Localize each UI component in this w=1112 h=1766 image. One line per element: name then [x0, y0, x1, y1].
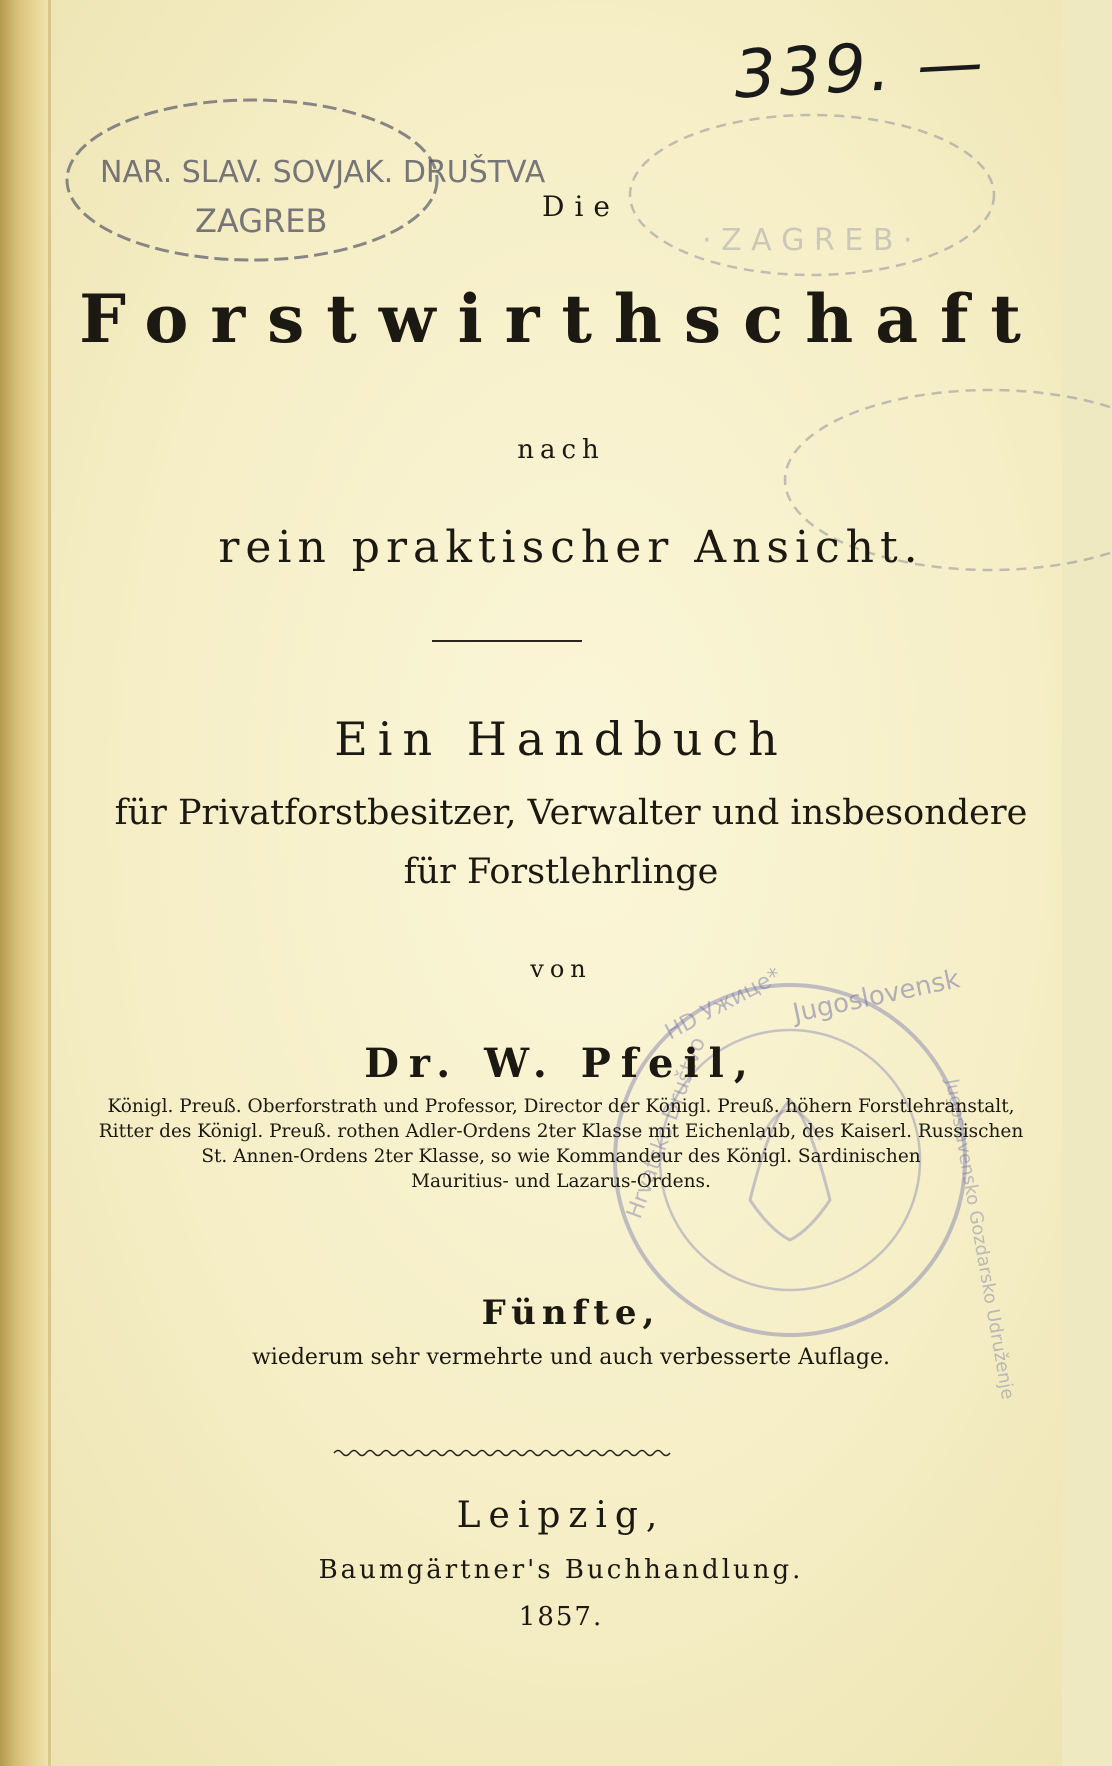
wavy-ornament-rule	[334, 1446, 674, 1460]
audience-line-1: für Privatforstbesitzer, Verwalter und insbesondere	[114, 793, 1028, 833]
round-stamp-top-text: Jugoslovensk	[790, 964, 963, 1029]
book-title: Forstwirthschaft	[79, 280, 1043, 358]
by-line: von	[530, 955, 592, 983]
author-name: Dr. W. Pfeil,	[364, 1040, 758, 1087]
imprint-place: Leipzig,	[456, 1495, 666, 1536]
title-divider-rule	[432, 640, 582, 642]
stamp-text: NAR. SLAV. SOVJAK. DRUŠTVA	[100, 155, 546, 190]
audience-line-2: für Forstlehrlinge	[403, 852, 719, 892]
author-credential-line: Ritter des Königl. Preuß. rothen Adler-Ordens 2ter Klasse mit Eichenlaub, des Kaiserl. Russischen	[98, 1121, 1024, 1142]
imprint-year: 1857.	[518, 1602, 604, 1632]
stamp-city: ZAGREB	[195, 202, 328, 240]
round-stamp-side-text-2: Jugoslavensko Gozdarsko Udruženje	[941, 1077, 1019, 1402]
book-genre: Ein Handbuch	[334, 712, 788, 766]
round-stamp-top-text-2: HD Ужице*	[661, 963, 786, 1046]
library-oval-stamp	[60, 90, 546, 270]
author-credential-line: Mauritius- und Lazarus-Ordens.	[411, 1171, 711, 1192]
title-connector: nach	[517, 435, 605, 465]
edition-note: wiederum sehr vermehrte und auch verbesserte Auflage.	[251, 1345, 891, 1370]
author-credential-line: St. Annen-Ordens 2ter Klasse, so wie Kommandeur des Königl. Sardinischen	[201, 1146, 921, 1167]
handwritten-shelf-mark: 339. —	[732, 23, 988, 114]
imprint-publisher: Baumgärtner's Buchhandlung.	[318, 1555, 804, 1585]
svg-text:· Z A G R E B ·: · Z A G R E B ·	[702, 223, 913, 258]
edition-number: Fünfte,	[481, 1293, 661, 1333]
author-credential-line: Königl. Preuß. Oberforstrath und Professor, Director der Königl. Preuß. höhern Forstlehranstalt,	[107, 1096, 1015, 1117]
book-subtitle: rein praktischer Ansicht.	[218, 522, 924, 573]
round-stamp-side-text: Hrvatsko Društvo	[622, 1033, 711, 1223]
title-article: Die	[542, 190, 620, 223]
